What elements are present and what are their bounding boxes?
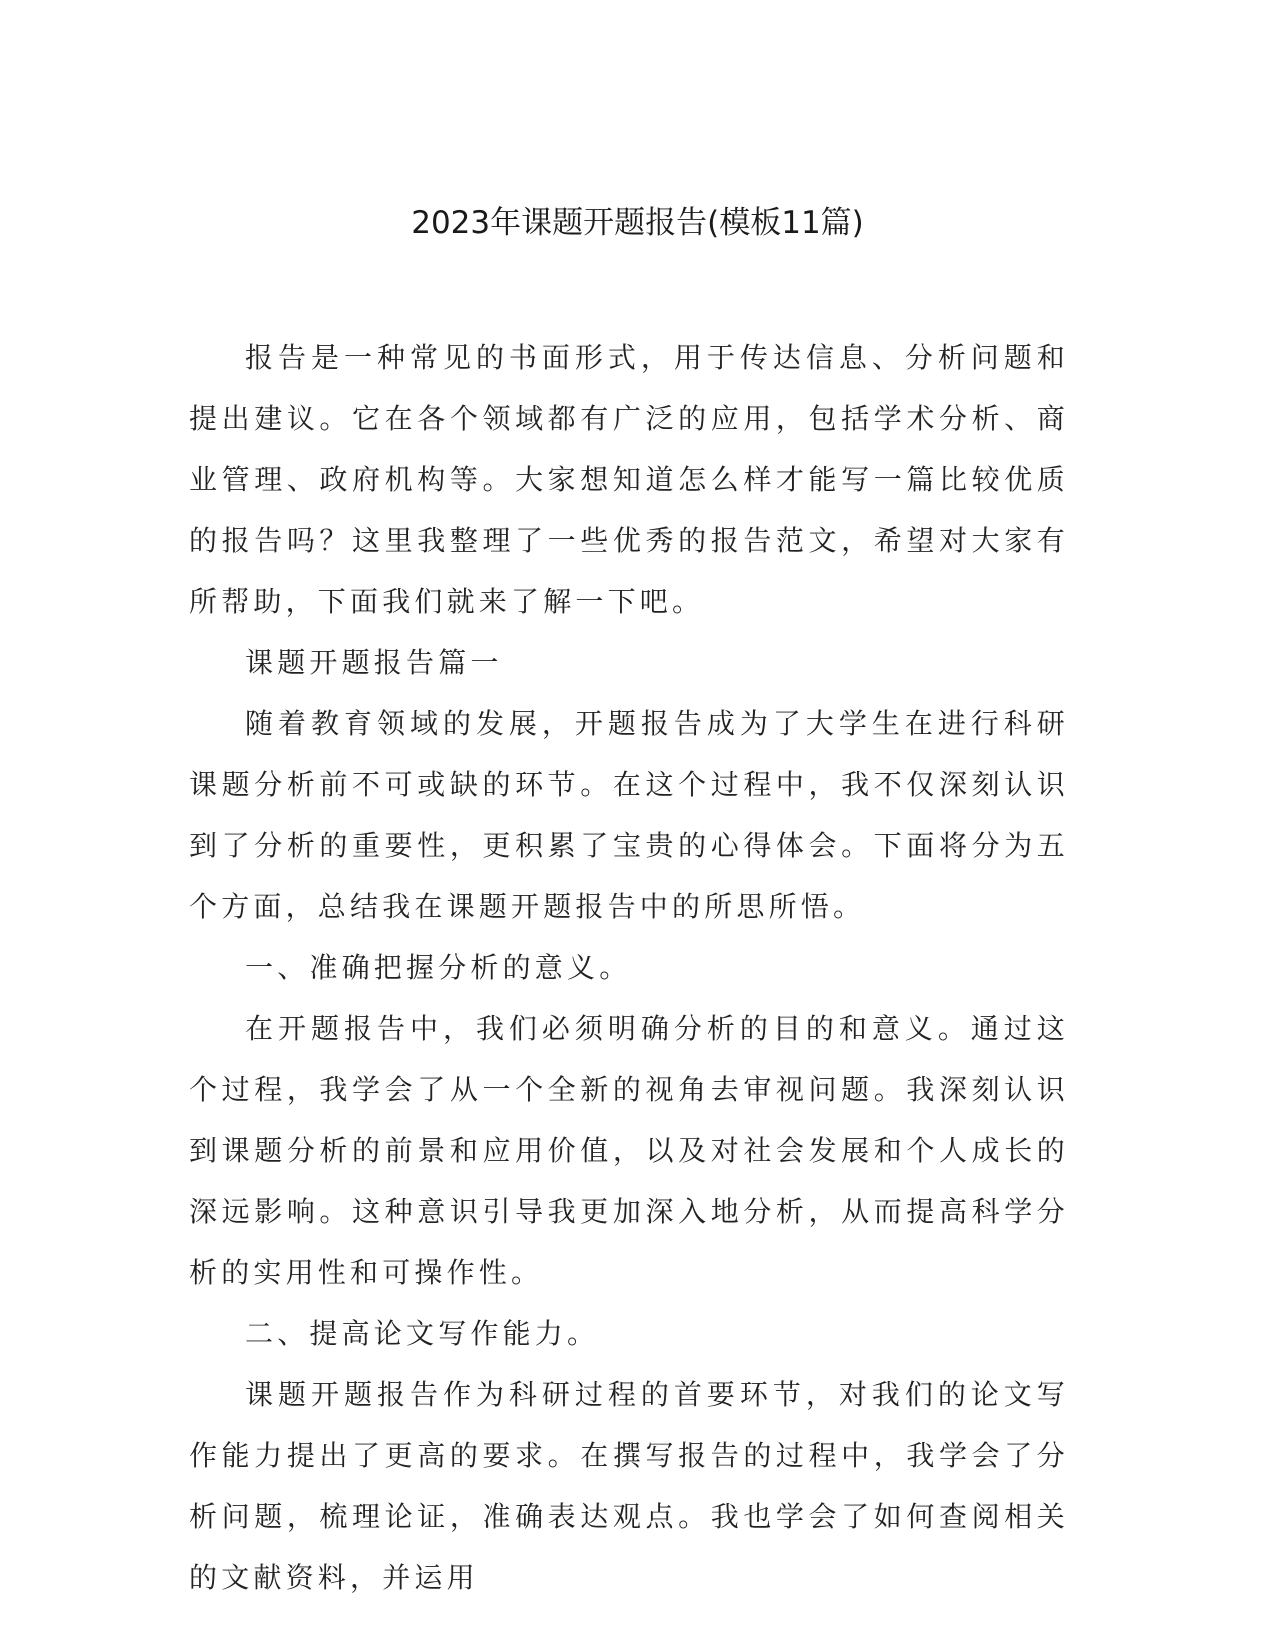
section-heading-point-two: 二、提高论文写作能力。 bbox=[245, 1317, 600, 1350]
document-title: 2023年课题开题报告(模板11篇) bbox=[411, 205, 864, 241]
section-heading-point-one: 一、准确把握分析的意义。 bbox=[245, 951, 632, 984]
paragraph-point-two: 课题开题报告作为科研过程的首要环节，对我们的论文写作能力提出了更高的要求。在撰写报告的过程中，我学会了分析问题，梳理论证，准确表达观点。我也学会了如何查阅相关的文献资料，并运用 bbox=[189, 1378, 1069, 1594]
section-heading-article-one: 课题开题报告篇一 bbox=[245, 646, 503, 679]
paragraph-intro: 报告是一种常见的书面形式，用于传达信息、分析问题和提出建议。它在各个领域都有广泛的应用，包括学术分析、商业管理、政府机构等。大家想知道怎么样才能写一篇比较优质的报告吗？这里我整理了一些优秀的报告范文，希望对大家有所帮助，下面我们就来了解一下吧。 bbox=[189, 341, 1069, 618]
paragraph-point-one: 在开题报告中，我们必须明确分析的目的和意义。通过这个过程，我学会了从一个全新的视角去审视问题。我深刻认识到课题分析的前景和应用价值，以及对社会发展和个人成长的深远影响。这种意识引导我更加深入地分析，从而提高科学分析的实用性和可操作性。 bbox=[189, 1012, 1069, 1289]
paragraph-article-one-intro: 随着教育领域的发展，开题报告成为了大学生在进行科研课题分析前不可或缺的环节。在这个过程中，我不仅深刻认识到了分析的重要性，更积累了宝贵的心得体会。下面将分为五个方面，总结我在课题开题报告中的所思所悟。 bbox=[189, 707, 1069, 923]
document-body bbox=[189, 327, 1069, 1608]
